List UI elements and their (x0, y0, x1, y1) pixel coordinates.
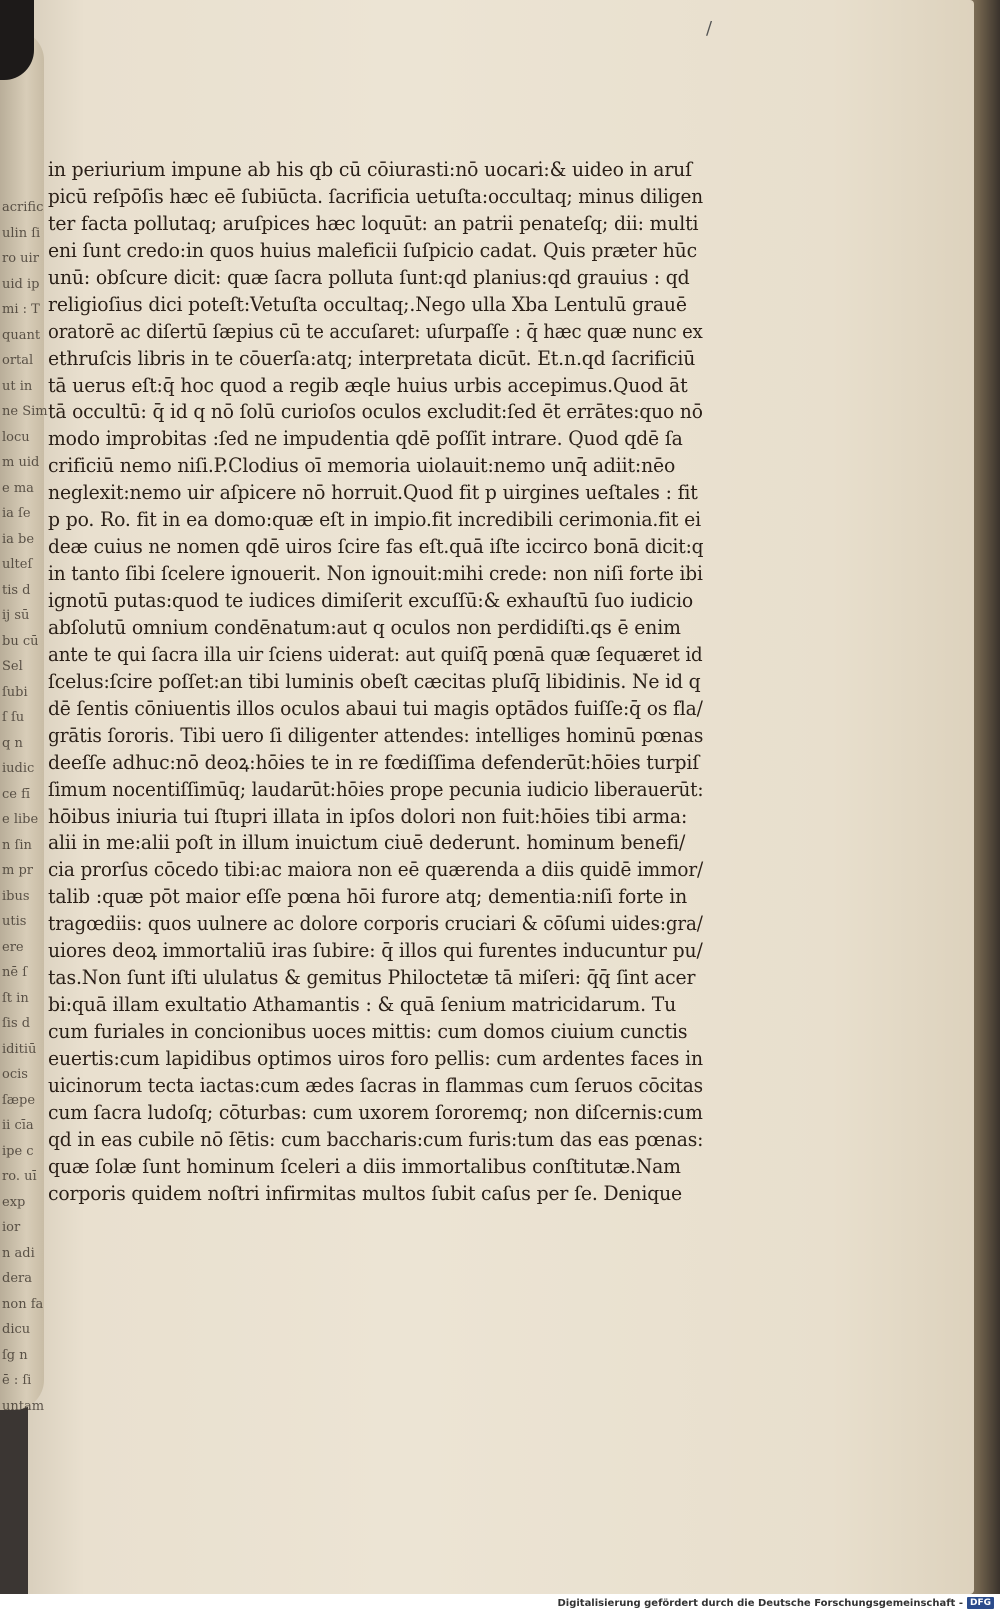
margin-fragment: n ſin (2, 837, 32, 853)
text-line: oratorē ac diſertū ſæpius cū te accuſaret: uſurpaſſe : q̄ hæc quæ nunc ex (48, 319, 703, 343)
margin-fragment: ipe c (2, 1143, 34, 1159)
text-line: ſimum nocentiſſimūq; laudarūt:hōies prope pecunia iudicio liberauerūt: (48, 777, 704, 801)
text-line: hōibus iniuria tui ſtupri illata in ipſos dolori non fuit:hōies tibi arma: (48, 804, 688, 828)
margin-fragment: ſ ſu (2, 710, 25, 725)
margin-fragment: tis d (2, 582, 31, 598)
text-line: crificiū nemo niſi.P.Clodius oī memoria uiolauit:nemo unq̄ adiit:nēo (48, 454, 676, 478)
margin-fragment: non fa (2, 1296, 44, 1312)
text-line: dē ſentis cōniuentis illos oculos abaui tui magis optādos fuiſſe:q̄ os fla/ (48, 696, 703, 720)
margin-fragment: ut in (2, 378, 33, 394)
margin-fragment: ior (2, 1220, 21, 1235)
margin-fragment: dera (2, 1271, 32, 1286)
footer-credit: Digitalisierung gefördert durch die Deutsche Forschungsgemeinschaft - (557, 1597, 963, 1609)
margin-fragment: ia be (2, 531, 35, 547)
margin-fragment: m pr (2, 863, 33, 878)
margin-fragment: ibus (2, 888, 30, 904)
margin-fragment: e ma (2, 480, 34, 496)
margin-fragment: ortal (2, 353, 34, 368)
text-line: alii in me:alii poſt in illum inuictum ciuē dederunt. hominum benefi/ (48, 831, 686, 855)
margin-fragment: mi : T (2, 302, 40, 317)
text-line: deæ cuius ne nomen qdē uiros ſcire fas eſt.quā iſte iccirco bonā dicit:q (48, 535, 704, 559)
text-line: ignotū putas:quod te iudices dimiſerit excuſſū:& exhauſtū ſuo iudicio (48, 589, 694, 612)
margin-fragment: nē ſ (2, 965, 28, 980)
margin-fragment: ro. uī (2, 1169, 37, 1184)
text-line: unū: obſcure dicit: quæ ſacra polluta ſunt:qd planius:qd grauius : qd (48, 265, 690, 289)
margin-fragment: ſæpe (2, 1092, 36, 1108)
text-line: ethruſcis libris in te cōuerſa:atq; interpretata dicūt. Et.n.qd ſacrificiū (48, 346, 696, 370)
text-line: tas.Non ſunt iſti ululatus & gemitus Philoctetæ tā miſeri: q̄q̄ ſint acer (48, 966, 696, 990)
margin-fragment: e libe (2, 812, 39, 827)
margin-fragment: ulteſ (2, 557, 33, 572)
text-line: p po. Ro. fit in ea domo:quæ eſt in impio.fit incredibili cerimonia.fit ei (48, 508, 701, 532)
margin-fragment: ne Sim (2, 404, 48, 419)
margin-fragment: bu cū (2, 633, 39, 649)
margin-fragment: quant (2, 327, 41, 343)
margin-fragment: acrific (2, 200, 44, 215)
margin-fragment: ſt in (2, 990, 29, 1006)
margin-fragment: ſubi (2, 684, 28, 700)
margin-fragment: ulin ſi (2, 225, 41, 241)
margin-fragment: m uid (2, 455, 40, 470)
text-line: in periurium impune ab his qb cū cōiurasti:nō uocari:& uideo in aruſ (48, 158, 692, 181)
margin-fragment: iudic (2, 761, 35, 776)
margin-fragment: ro uir (2, 251, 39, 266)
text-line: religioſius dici poteſt:Vetuſta occultaq;.Nego ulla Xba Lentulū grauē (48, 292, 687, 316)
text-line: corporis quidem noſtri infirmitas multos ſubit caſus per ſe. Denique (48, 1181, 683, 1205)
text-line: cum furiales in concionibus uoces mittis: cum domos ciuium cunctis (48, 1020, 688, 1043)
corner-mark: / (706, 18, 713, 39)
margin-fragment: ſg n (2, 1347, 28, 1363)
margin-fragment: ē : ſi (2, 1373, 32, 1388)
margin-fragment: ere (2, 939, 24, 955)
text-line: picū reſpōſis hæc eē ſubiūcta. ſacrificia uetuſta:occultaq; minus diligen (48, 184, 703, 208)
text-line: uiores deoꝝ immortaliū iras ſubire: q̄ illos qui furentes inducuntur pu/ (48, 939, 703, 963)
text-line: tragœdiis: quos uulnere ac dolore corporis cruciari & cōſumi uides:gra/ (48, 912, 703, 936)
text-line: uicinorum tecta iactas:cum ædes ſacras in flammas cum ſeruos cōcitas (48, 1073, 703, 1097)
text-line: cum ſacra ludoſq; cōturbas: cum uxorem ſororemq; non diſcernis:cum (48, 1100, 703, 1124)
dfg-logo: DFG (967, 1597, 994, 1609)
body-text (48, 156, 728, 1207)
text-line: ter facta pollutaq; aruſpices hæc loquūt: an patrii penateſq; dii: multi (48, 211, 699, 235)
margin-fragment: Sel (2, 659, 23, 674)
margin-fragment: locu (2, 429, 30, 445)
text-line: deeſſe adhuc:nō deoꝝ:hōies te in re fœdiſſima defenderūt:hōies turpiſ (48, 750, 700, 774)
margin-fragment: dicu (2, 1322, 31, 1337)
text-line: bi:quā illam exultatio Athamantis : & quā ſenium matricidarum. Tu (48, 993, 677, 1017)
text-line: modo improbitas :ſed ne impudentia qdē poſſit intrare. Quod qdē ſa (48, 427, 683, 451)
margin-fragment: ocis (2, 1067, 28, 1082)
text-line: abſolutū omnium condēnatum:aut q oculos non perdidiſti.qs ē enim (48, 615, 681, 639)
text-line: cia prorſus cōcedo tibi:ac maiora non eē quærenda a diis quidē immor/ (48, 858, 704, 882)
text-line: talib :quæ pōt maior eſſe pœna hōi furore atq; dementia:niſi forte in (48, 885, 688, 909)
margin-fragment: ce fī (2, 786, 31, 802)
margin-fragment: untam (2, 1398, 45, 1414)
text-line: in tanto ſibi ſcelere ignouerit. Non ignouit:mihi crede: non niſi forte ibi (48, 562, 703, 586)
text-line: tā uerus eſt:q̄ hoc quod a regib æqle huius urbis accepimus.Quod āt (48, 373, 688, 397)
margin-fragment: uid ip (2, 276, 40, 292)
margin-fragment: ij sū (2, 608, 30, 623)
text-line: tā occultū: q̄ id q nō ſolū curioſos oculos excludit:ſed ēt errātes:quo nō (48, 400, 703, 424)
text-line: euertis:cum lapidibus optimos uiros foro pellis: cum ardentes faces in (48, 1046, 703, 1070)
margin-fragment: iditiū (2, 1041, 37, 1057)
margin-fragment: utis (2, 914, 27, 929)
text-line: grātis ſororis. Tibi uero ſi diligenter attendes: intelliges hominū pœnas (48, 723, 704, 747)
margin-fragment: n adi (2, 1245, 35, 1261)
margin-fragment: ii cīa (2, 1118, 34, 1133)
margin-fragment: ia ſe (2, 506, 31, 521)
footer-bar (0, 1594, 1000, 1612)
margin-fragment: exp (2, 1194, 26, 1210)
text-line: qd in eas cubile nō ſētis: cum baccharis:cum furis:tum das eas pœnas: (48, 1127, 704, 1151)
margin-fragment: q n (2, 735, 23, 751)
text-line: ſcelus:ſcire poſſet:an tibi luminis obeſt cæcitas pluſq̄ libidinis. Ne id q (48, 669, 701, 693)
margin-fragment: ſis d (2, 1016, 31, 1031)
text-line: neglexit:nemo uir aſpicere nō horruit.Quod fit p uirgines ueſtales : fit (48, 481, 698, 505)
text-line: quæ ſolæ ſunt hominum ſceleri a diis immortalibus conſtitutæ.Nam (48, 1154, 681, 1178)
text-line: ante te qui ſacra illa uir ſciens uiderat: aut quiſq̄ pœnā quæ ſequæret id (48, 642, 703, 666)
text-line: eni ſunt credo:in quos huius maleficii ſuſpicio cadat. Quis præter hūc (48, 238, 698, 262)
